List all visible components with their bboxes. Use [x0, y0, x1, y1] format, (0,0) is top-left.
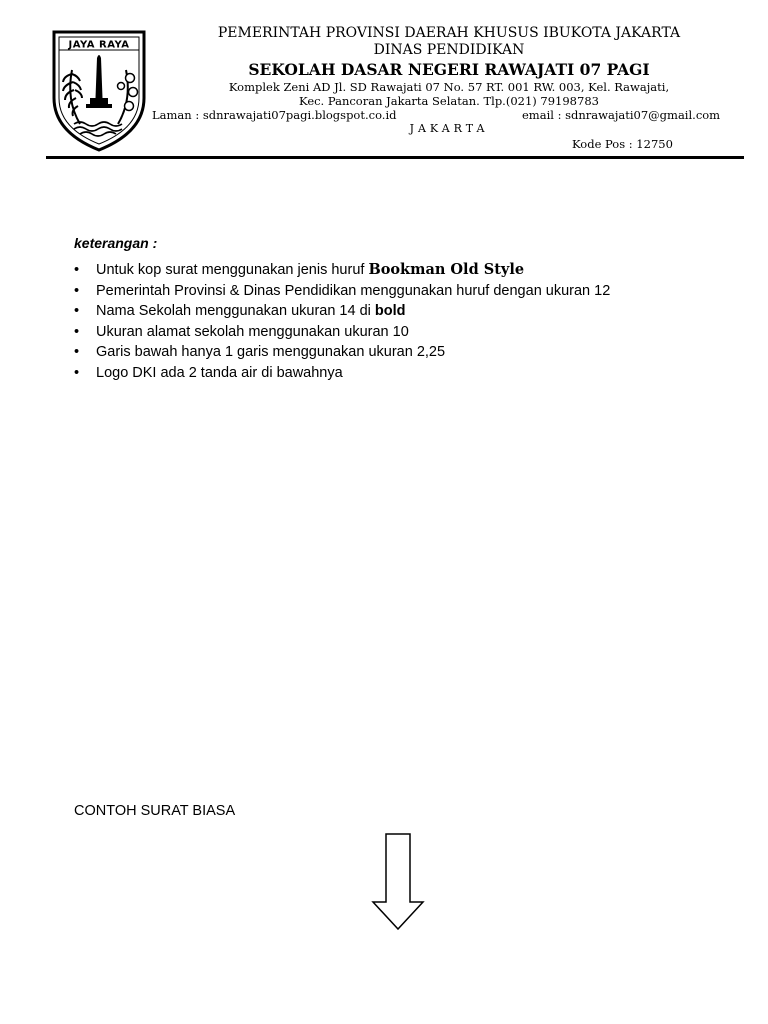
postal-code: Kode Pos : 12750	[572, 137, 673, 151]
school-website: Laman : sdnrawajati07pagi.blogspot.co.id	[152, 108, 397, 122]
bullet-icon: •	[74, 344, 80, 361]
bullet-icon: •	[74, 323, 80, 340]
list-item-text: Nama Sekolah menggunakan ukuran 14 di	[96, 303, 375, 320]
list-item-text: Garis bawah hanya 1 garis menggunakan ukuran 2,25	[96, 344, 446, 361]
example-label: CONTOH SURAT BIASA	[74, 803, 236, 819]
school-city: JAKARTA	[409, 122, 489, 135]
list-item	[74, 322, 610, 343]
bullet-icon: •	[74, 303, 80, 320]
list-item	[74, 363, 610, 384]
list-item	[74, 260, 610, 281]
arrow-down-icon	[370, 832, 426, 932]
list-item-text: Logo DKI ada 2 tanda air di bawahnya	[96, 364, 343, 381]
school-address-line2: Kec. Pancoran Jakarta Selatan. Tlp.(021) 79198783	[299, 94, 599, 108]
logo-text: JAYA RAYA	[68, 39, 130, 51]
list-item	[74, 301, 610, 322]
school-address-line1: Komplek Zeni AD Jl. SD Rawajati 07 No. 57 RT. 001 RW. 003, Kel. Rawajati,	[228, 80, 670, 94]
list-item-text: Untuk kop surat menggunakan jenis huruf	[96, 262, 369, 278]
bullet-icon: •	[74, 282, 80, 299]
list-item-text: Ukuran alamat sekolah menggunakan ukuran 10	[96, 323, 409, 340]
bullet-icon: •	[74, 262, 80, 278]
letterhead-divider	[46, 156, 744, 159]
notes-list	[74, 260, 610, 384]
list-item	[74, 281, 610, 302]
school-name: SEKOLAH DASAR NEGERI RAWAJATI 07 PAGI	[248, 60, 650, 79]
government-name: PEMERINTAH PROVINSI DAERAH KHUSUS IBUKOTA JAKARTA	[217, 25, 681, 41]
list-item-emphasis: Bookman Old Style	[368, 261, 525, 278]
bullet-icon: •	[74, 364, 80, 381]
list-item-text: Pemerintah Provinsi & Dinas Pendidikan menggunakan huruf dengan ukuran 12	[96, 282, 611, 299]
list-item	[74, 342, 610, 363]
notes-title: keterangan :	[74, 235, 158, 251]
department-name: DINAS PENDIDIKAN	[373, 42, 525, 58]
jakarta-emblem-icon	[50, 28, 148, 154]
list-item-emphasis: bold	[374, 303, 406, 320]
school-email: email : sdnrawajati07@gmail.com	[522, 108, 721, 122]
